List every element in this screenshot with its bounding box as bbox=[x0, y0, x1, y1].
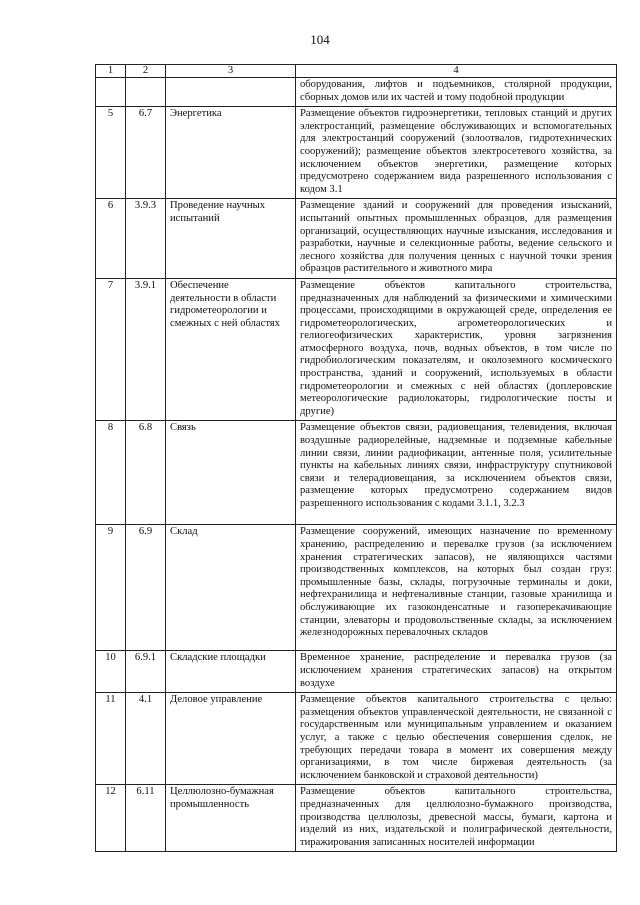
row-description-cell: Размещение зданий и сооружений для проведения изысканий, испытаний опытных промышленных образцов, для размещения организаций, осуществляющих научные изыскания, исследования и разработки, научные и селекционные работы, ведение сельского и лесного хозяйства для получения ценных с научной точки зрения образцов растительного и животного мира bbox=[296, 199, 617, 279]
row-description-cell: Размещение объектов гидроэнергетики, тепловых станций и других электростанций, размещение обслуживающих и вспомогательных для электростанций сооружений (золоотвалов, гидротехнических сооружений); размещение объектов электросетевого хозяйства, за исключением объектов энергетики, размещение которых предусмотрено содержанием вида разрешенного использования с кодом 3.1 bbox=[296, 107, 617, 199]
row-code-cell: 3.9.1 bbox=[126, 278, 166, 421]
row-code-cell: 4.1 bbox=[126, 693, 166, 785]
row-name-cell: Проведение научных испытаний bbox=[166, 199, 296, 279]
row-description-cell: Размещение сооружений, имеющих назначение по временному хранению, распределению и перевалке грузов (за исключением хранения стратегических запасов), не являющихся частями производственных комплексов, на которых был создан груз: промышленные базы, склады, погрузочные терминалы и доки, нефтехранилища и нефтеналивные станции, газовые хранилища и обслуживающие их газоконденсатные и газоперекачивающие станции, элеваторы и продовольственные склады, за исключением железнодорожных перевалочных складов bbox=[296, 525, 617, 651]
table-row bbox=[96, 693, 617, 785]
row-description-cell: Размещение объектов связи, радиовещания, телевидения, включая воздушные радиорелейные, надземные и подземные кабельные линии связи, линии радиофикации, антенные поля, усилительные пункты на кабельных линиях связи, инфраструктуру спутниковой связи и телерадиовещания, за исключением объектов связи, размещение которых предусмотрено содержанием видов разрешенного использования с кодами 3.1.1, 3.2.3 bbox=[296, 421, 617, 525]
table-row bbox=[96, 199, 617, 279]
row-code-cell: 6.7 bbox=[126, 107, 166, 199]
table-row bbox=[96, 651, 617, 693]
row-number-cell: 5 bbox=[96, 107, 126, 199]
row-description-cell: Временное хранение, распределение и перевалка грузов (за исключением хранения стратегических запасов) на открытом воздухе bbox=[296, 651, 617, 693]
table-row bbox=[96, 107, 617, 199]
row-number-cell bbox=[96, 78, 126, 107]
row-number-cell: 7 bbox=[96, 278, 126, 421]
row-name-cell: Обеспечение деятельности в области гидрометеорологии и смежных с ней областях bbox=[166, 278, 296, 421]
row-name-cell: Деловое управление bbox=[166, 693, 296, 785]
table-row bbox=[96, 785, 617, 852]
table-body bbox=[96, 78, 617, 852]
row-name-cell: Энергетика bbox=[166, 107, 296, 199]
row-number-cell: 6 bbox=[96, 199, 126, 279]
row-number-cell: 12 bbox=[96, 785, 126, 852]
row-code-cell: 6.8 bbox=[126, 421, 166, 525]
column-header-2: 2 bbox=[126, 65, 166, 78]
land-use-table bbox=[95, 64, 617, 852]
row-name-cell: Целлюлозно-бумажная промышленность bbox=[166, 785, 296, 852]
row-description-cell: Размещение объектов капитального строительства с целью: размещения объектов управленческой деятельности, не связанной с государственным или муниципальным управлением и оказанием услуг, а также с целью обеспечения совершения сделок, не требующих передачи товара в момент их совершения между организациями, в том числе биржевая деятельность (за исключением банковской и страховой деятельности) bbox=[296, 693, 617, 785]
column-header-1: 1 bbox=[96, 65, 126, 78]
row-code-cell: 6.9.1 bbox=[126, 651, 166, 693]
table-row bbox=[96, 278, 617, 421]
row-code-cell: 3.9.3 bbox=[126, 199, 166, 279]
row-code-cell: 6.11 bbox=[126, 785, 166, 852]
page-number: 104 bbox=[310, 32, 330, 47]
row-code-cell: 6.9 bbox=[126, 525, 166, 651]
row-name-cell: Склад bbox=[166, 525, 296, 651]
row-description-cell: Размещение объектов капитального строительства, предназначенных для наблюдений за физическими и химическими процессами, происходящими в окружающей среде, определения ее гидрометеорологических, агрометеорологических и гелиогеофизических характеристик, уровня загрязнения атмосферного воздуха, почв, водных объектов, в том числе по гидробиологическим показателям, и околоземного космического пространства, зданий и сооружений, используемых в области гидрометеорологии и смежных с ней областях (доплеровские метеорологические радиолокаторы, гидрологические посты и другие) bbox=[296, 278, 617, 421]
row-name-cell: Связь bbox=[166, 421, 296, 525]
column-header-3: 3 bbox=[166, 65, 296, 78]
row-name-cell bbox=[166, 78, 296, 107]
row-description-cell: оборудования, лифтов и подъемников, столярной продукции, сборных домов или их частей и тому подобной продукции bbox=[296, 78, 617, 107]
row-description-cell: Размещение объектов капитального строительства, предназначенных для целлюлозно-бумажного производства, производства целлюлозы, древесной массы, бумаги, картона и изделий из них, издательской и полиграфической деятельности, тиражирования записанных носителей информации bbox=[296, 785, 617, 852]
table-row bbox=[96, 78, 617, 107]
row-number-cell: 11 bbox=[96, 693, 126, 785]
row-number-cell: 8 bbox=[96, 421, 126, 525]
row-name-cell: Складские площадки bbox=[166, 651, 296, 693]
table-row bbox=[96, 525, 617, 651]
table-row bbox=[96, 421, 617, 525]
column-header-4: 4 bbox=[296, 65, 617, 78]
row-number-cell: 9 bbox=[96, 525, 126, 651]
table-header-row bbox=[96, 65, 617, 78]
row-number-cell: 10 bbox=[96, 651, 126, 693]
row-code-cell bbox=[126, 78, 166, 107]
